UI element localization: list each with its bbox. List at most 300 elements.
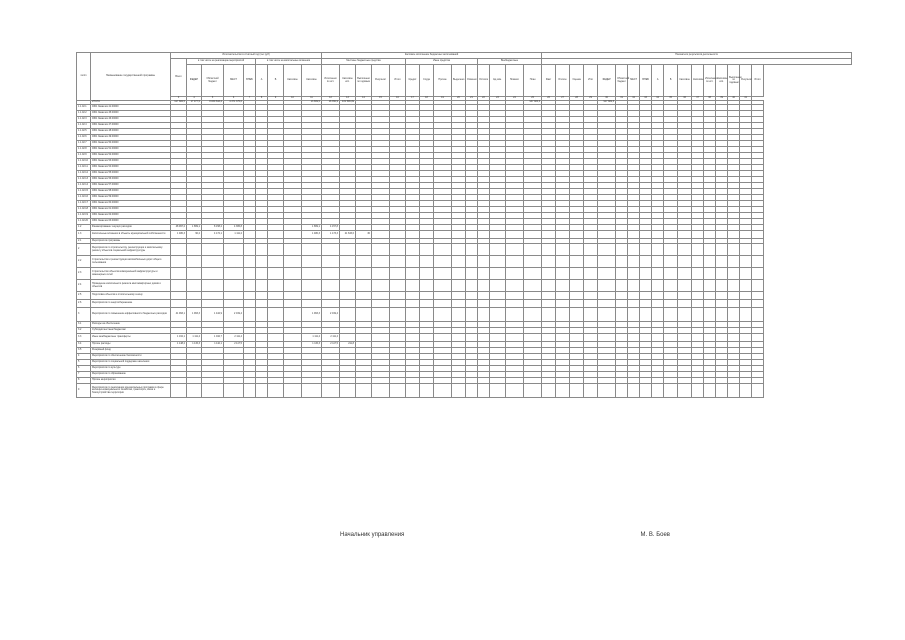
row-cell: [542, 384, 556, 398]
row-cell: [616, 268, 628, 280]
row-name: 0301 Заказчик 47.00000: [91, 123, 171, 129]
row-number: 1.1.02.19: [77, 213, 91, 219]
row-cell: 1 162,1: [171, 334, 187, 342]
row-name: Мероприятия по энергосбережению: [91, 300, 171, 308]
row-cell: [524, 244, 542, 256]
row-cell: [356, 268, 372, 280]
row-cell: [406, 292, 420, 300]
row-cell: [524, 268, 542, 280]
row-cell: [466, 334, 478, 342]
row-cell: [652, 280, 664, 292]
signer-name: М. В. Боев: [640, 532, 670, 538]
row-cell: [390, 231, 406, 239]
row-cell: [284, 280, 302, 292]
row-cell: [490, 256, 506, 268]
row-number: 2.2: [77, 256, 91, 268]
row-cell: [302, 268, 322, 280]
row-cell: 1 869,1: [302, 225, 322, 231]
row-cell: [640, 280, 652, 292]
row-cell: [284, 268, 302, 280]
row-number: 2.5: [77, 292, 91, 300]
row-cell: 2 117,5: [224, 342, 244, 348]
row-cell: [224, 244, 244, 256]
header-col-number: 23: [490, 97, 506, 101]
row-cell: [187, 292, 202, 300]
row-cell: [678, 334, 692, 342]
header-col-number: 40: [728, 97, 740, 101]
row-cell: [716, 244, 728, 256]
row-cell: [356, 256, 372, 268]
header-small: План: [524, 65, 542, 97]
row-cell: [466, 280, 478, 292]
row-number: 3.5: [77, 348, 91, 354]
row-cell: [652, 384, 664, 398]
header-small: Освоено: [466, 65, 478, 97]
header-col-number: 24: [506, 97, 524, 101]
row-cell: [664, 334, 678, 342]
row-cell: [640, 231, 652, 239]
row-cell: 1 111,2: [224, 231, 244, 239]
row-cell: [616, 280, 628, 292]
row-cell: [490, 231, 506, 239]
row-cell: [556, 334, 570, 342]
header-col-number: 41: [740, 97, 752, 101]
row-cell: [506, 244, 524, 256]
row-cell: [390, 280, 406, 292]
row-cell: [434, 256, 452, 268]
row-cell: [704, 231, 716, 239]
row-number: 3.3: [77, 334, 91, 342]
row-cell: [224, 300, 244, 308]
header-small: МЕСТ: [628, 65, 640, 97]
row-number: 1.1.02.18: [77, 207, 91, 213]
row-cell: [692, 292, 704, 300]
table-row: [77, 334, 852, 342]
row-cell: [584, 300, 598, 308]
row-cell: [478, 292, 490, 300]
row-cell: [704, 384, 716, 398]
row-cell: [256, 280, 268, 292]
header-small: Показат.: [506, 65, 524, 97]
row-cell: [356, 308, 372, 322]
header-name: Наименование государственной программы: [91, 53, 171, 101]
row-cell: [556, 231, 570, 239]
row-cell: [716, 308, 728, 322]
row-cell: [268, 268, 284, 280]
row-cell: [356, 244, 372, 256]
row-cell: [740, 300, 752, 308]
row-cell: [434, 300, 452, 308]
row-number: 2.6: [77, 300, 91, 308]
row-name: 0301 Заказчик 62.00000: [91, 213, 171, 219]
table-row: [77, 244, 852, 256]
row-cell: [652, 334, 664, 342]
header-mid-sub: Внебюджетные: [478, 59, 542, 65]
row-cell: [256, 334, 268, 342]
row-cell: [616, 231, 628, 239]
row-cell: [752, 268, 764, 280]
row-cell: [466, 308, 478, 322]
row-cell: [452, 268, 466, 280]
row-cell: [584, 384, 598, 398]
table-row: [77, 384, 852, 398]
header-small: Выделено: [452, 65, 466, 97]
row-cell: [490, 280, 506, 292]
row-cell: [284, 256, 302, 268]
header-col-number: 12: [322, 97, 340, 101]
row-cell: 13 869,5: [302, 101, 322, 105]
row-cell: [570, 231, 584, 239]
row-cell: 1 110,1: [202, 342, 224, 348]
row-cell: 2 019,4: [322, 308, 340, 322]
row-cell: [244, 292, 256, 300]
row-cell: [434, 292, 452, 300]
header-col-number: 26: [542, 97, 556, 101]
row-cell: [256, 244, 268, 256]
row-cell: [372, 308, 390, 322]
row-cell: [616, 308, 628, 322]
row-cell: [728, 292, 740, 300]
row-cell: [524, 384, 542, 398]
row-cell: [268, 384, 284, 398]
header-small: ВНЕБ: [244, 65, 256, 97]
row-name: 0301 Заказчик 63.00000: [91, 219, 171, 225]
row-cell: [466, 384, 478, 398]
row-cell: [256, 268, 268, 280]
row-cell: [171, 300, 187, 308]
row-cell: [187, 280, 202, 292]
row-cell: [406, 231, 420, 239]
row-cell: [284, 384, 302, 398]
row-cell: [570, 292, 584, 300]
row-cell: [340, 244, 356, 256]
row-cell: 1 148,2: [171, 342, 187, 348]
row-name: Мероприятия по обеспечению безопасности: [91, 354, 171, 360]
row-cell: [728, 300, 740, 308]
row-cell: 90,2: [187, 231, 202, 239]
row-number: 1.1.02.16: [77, 195, 91, 201]
header-col-number: 11: [302, 97, 322, 101]
row-cell: [524, 231, 542, 239]
row-cell: [704, 300, 716, 308]
header-col-number: 36: [678, 97, 692, 101]
row-cell: [598, 268, 616, 280]
row-cell: [584, 268, 598, 280]
header-small: Итог: [584, 65, 598, 97]
row-cell: [728, 268, 740, 280]
row-name: 0301 Заказчик 61.00000: [91, 207, 171, 213]
row-cell: [692, 334, 704, 342]
row-cell: [524, 292, 542, 300]
row-cell: [678, 384, 692, 398]
row-cell: 4 365,8: [224, 225, 244, 231]
row-cell: [598, 384, 616, 398]
row-cell: [542, 334, 556, 342]
header-small: ФЕДЕР: [187, 65, 202, 97]
row-name: 0301 Заказчик 49.00000: [91, 135, 171, 141]
row-cell: [692, 280, 704, 292]
row-cell: [570, 244, 584, 256]
header-small: Кассовое исп.: [340, 65, 356, 97]
header-small: МЕСТ: [224, 65, 244, 97]
row-cell: [478, 308, 490, 322]
row-cell: [752, 280, 764, 292]
row-cell: [340, 384, 356, 398]
row-number: 1.1.02.13: [77, 177, 91, 183]
table-row: [77, 280, 852, 292]
row-cell: 41 993,1: [171, 308, 187, 322]
row-cell: [704, 308, 716, 322]
row-name: ИТОГО: [91, 101, 171, 105]
row-cell: [372, 280, 390, 292]
row-cell: [616, 244, 628, 256]
row-cell: [202, 256, 224, 268]
header-small: А: [256, 65, 268, 97]
row-cell: 2 117,5: [322, 342, 340, 348]
row-cell: [322, 268, 340, 280]
row-cell: [372, 334, 390, 342]
row-number: 1.1.02.11: [77, 165, 91, 171]
row-cell: [420, 280, 434, 292]
row-number: 2.1: [77, 239, 91, 244]
row-cell: [740, 231, 752, 239]
header-small: А: [652, 65, 664, 97]
row-cell: [372, 384, 390, 398]
row-cell: [434, 268, 452, 280]
table-row: [77, 231, 852, 239]
row-cell: [628, 334, 640, 342]
row-cell: [542, 244, 556, 256]
row-name: 0301 Заказчик 45.00000: [91, 111, 171, 117]
header-small: Выполнено по годовым: [728, 65, 740, 97]
row-cell: [692, 384, 704, 398]
header-small: Кассовое: [284, 65, 302, 97]
row-cell: [322, 300, 340, 308]
header-small: Итого: [390, 65, 406, 97]
row-cell: [652, 292, 664, 300]
row-cell: [678, 256, 692, 268]
row-number: 1.1.02.4: [77, 123, 91, 129]
row-name: Мероприятия по повышению эффективности бюджетных расходов: [91, 308, 171, 322]
row-cell: [598, 300, 616, 308]
row-cell: [256, 231, 268, 239]
row-cell: [752, 334, 764, 342]
row-cell: [434, 244, 452, 256]
row-cell: [420, 334, 434, 342]
row-cell: 1 115,3: [302, 342, 322, 348]
row-cell: [664, 308, 678, 322]
row-name: Финансирование текущих расходов: [91, 225, 171, 231]
row-cell: [716, 292, 728, 300]
row-cell: [506, 280, 524, 292]
row-number: 1.1.02.9: [77, 153, 91, 159]
row-cell: [652, 231, 664, 239]
header-group-mid: Кассовое исполнение бюджетных ассигнований: [322, 53, 542, 59]
row-name: Мероприятия программы: [91, 239, 171, 244]
row-cell: [524, 300, 542, 308]
row-cell: 8 158,2: [202, 225, 224, 231]
row-cell: [406, 244, 420, 256]
row-name: Строительство объектов коммунальной инфраструктуры и инженерных сетей: [91, 268, 171, 280]
header-col-number: 7: [244, 97, 256, 101]
row-cell: [640, 292, 652, 300]
row-number: 3: [77, 308, 91, 322]
row-cell: [268, 280, 284, 292]
row-cell: [740, 308, 752, 322]
row-cell: [340, 256, 356, 268]
header-small: Исполнено по ист.: [322, 65, 340, 97]
row-cell: 1 042,7: [202, 334, 224, 342]
header-col-number: 8: [256, 97, 268, 101]
row-cell: [570, 334, 584, 342]
row-cell: [322, 280, 340, 292]
row-cell: [728, 334, 740, 342]
row-name: 0301 Заказчик 46.00000: [91, 117, 171, 123]
row-cell: 17 977,5: [187, 101, 202, 105]
row-cell: [542, 300, 556, 308]
row-cell: [628, 292, 640, 300]
row-cell: [268, 244, 284, 256]
row-cell: [490, 244, 506, 256]
row-cell: [570, 268, 584, 280]
signer-position: Начальник управления: [340, 532, 405, 538]
row-cell: [584, 231, 598, 239]
row-number: 2: [77, 244, 91, 256]
row-cell: [652, 268, 664, 280]
row-cell: [506, 256, 524, 268]
row-cell: [692, 256, 704, 268]
row-cell: [340, 280, 356, 292]
header-small: Выполнено по годовым: [356, 65, 372, 97]
row-cell: [616, 300, 628, 308]
row-name: Расходы на обеспечение: [91, 322, 171, 328]
row-cell: [268, 256, 284, 268]
row-number: 1.3: [77, 231, 91, 239]
row-cell: [372, 244, 390, 256]
row-cell: [728, 231, 740, 239]
row-cell: [340, 292, 356, 300]
row-number: 1.1.02.20: [77, 219, 91, 225]
row-name: 0301 Заказчик 41.00000: [91, 105, 171, 111]
row-cell: 1 480,3: [302, 231, 322, 239]
row-cell: [570, 384, 584, 398]
row-name: 0301 Заказчик 54.00000: [91, 165, 171, 171]
row-cell: [302, 256, 322, 268]
row-cell: [244, 308, 256, 322]
row-name: 0301 Заказчик 48.00000: [91, 129, 171, 135]
row-cell: [524, 308, 542, 322]
row-number: 3.1: [77, 322, 91, 328]
row-cell: [322, 292, 340, 300]
row-cell: [664, 268, 678, 280]
row-cell: [728, 244, 740, 256]
row-cell: 48 997,2: [171, 225, 187, 231]
row-cell: [728, 384, 740, 398]
row-cell: [542, 292, 556, 300]
row-name: Прочие расходы: [91, 342, 171, 348]
header-left-sub: в том числе на капитальные вложения: [256, 59, 322, 65]
header-no: №п/п: [77, 53, 91, 101]
header-group-right: Показатели результатов деятельности: [542, 53, 852, 59]
row-cell: [390, 292, 406, 300]
header-col-number: 17: [406, 97, 420, 101]
row-cell: [752, 292, 764, 300]
row-cell: [420, 244, 434, 256]
row-name: Прочие мероприятия: [91, 378, 171, 384]
row-cell: [570, 308, 584, 322]
row-cell: 211,8: [340, 342, 356, 348]
table-row: [77, 300, 852, 308]
row-cell: [224, 280, 244, 292]
row-cell: [652, 256, 664, 268]
row-name: 0301 Заказчик 59.00000: [91, 195, 171, 201]
row-cell: [542, 231, 556, 239]
row-name: Резервный фонд: [91, 348, 171, 354]
row-cell: [678, 300, 692, 308]
row-number: 3.2: [77, 328, 91, 334]
row-cell: [372, 268, 390, 280]
row-cell: [452, 308, 466, 322]
row-cell: [640, 244, 652, 256]
row-cell: [478, 268, 490, 280]
row-cell: [372, 231, 390, 239]
header-col-number: 33: [640, 97, 652, 101]
row-number: 1.1.02.15: [77, 189, 91, 195]
row-cell: 1 963,3: [187, 308, 202, 322]
header-col-number: 28: [570, 97, 584, 101]
row-cell: 2 111,4: [224, 334, 244, 342]
row-cell: [740, 256, 752, 268]
row-cell: [752, 300, 764, 308]
row-name: Мероприятия по образованию: [91, 372, 171, 378]
row-cell: [224, 256, 244, 268]
row-cell: [692, 244, 704, 256]
row-cell: [524, 334, 542, 342]
row-cell: [390, 256, 406, 268]
row-name: Мероприятия по реализации муниципальных программ в сфере жилищно-коммунального хозяйства, транспорта, связи и благоустройства территории: [91, 384, 171, 398]
row-cell: [640, 334, 652, 342]
row-cell: [356, 280, 372, 292]
header-left-sub: в том числе на реализацию мероприятий: [187, 59, 256, 65]
row-cell: [406, 268, 420, 280]
row-cell: [640, 300, 652, 308]
row-cell: 4 157,8: [322, 225, 340, 231]
row-name: 0301 Заказчик 60.00000: [91, 201, 171, 207]
row-cell: [640, 256, 652, 268]
row-name: 0301 Заказчик 56.00000: [91, 177, 171, 183]
row-cell: [452, 231, 466, 239]
row-cell: [678, 231, 692, 239]
row-number: 1.1.02.1: [77, 105, 91, 111]
header-col-number: 35: [664, 97, 678, 101]
row-cell: [202, 300, 224, 308]
row-cell: [356, 292, 372, 300]
row-name: 0301 Заказчик 55.00000: [91, 171, 171, 177]
row-name: 0301 Заказчик 52.00000: [91, 153, 171, 159]
row-cell: [628, 256, 640, 268]
row-cell: [284, 231, 302, 239]
row-cell: [506, 292, 524, 300]
row-cell: [752, 384, 764, 398]
row-cell: [704, 244, 716, 256]
header-small: Результат: [740, 65, 752, 97]
row-cell: [452, 292, 466, 300]
row-number: 9: [77, 384, 91, 398]
row-cell: [616, 256, 628, 268]
row-name: Проведение капитального ремонта многоквартирных домов и объектов: [91, 280, 171, 292]
row-cell: [452, 384, 466, 398]
header-small: Факт: [542, 65, 556, 97]
